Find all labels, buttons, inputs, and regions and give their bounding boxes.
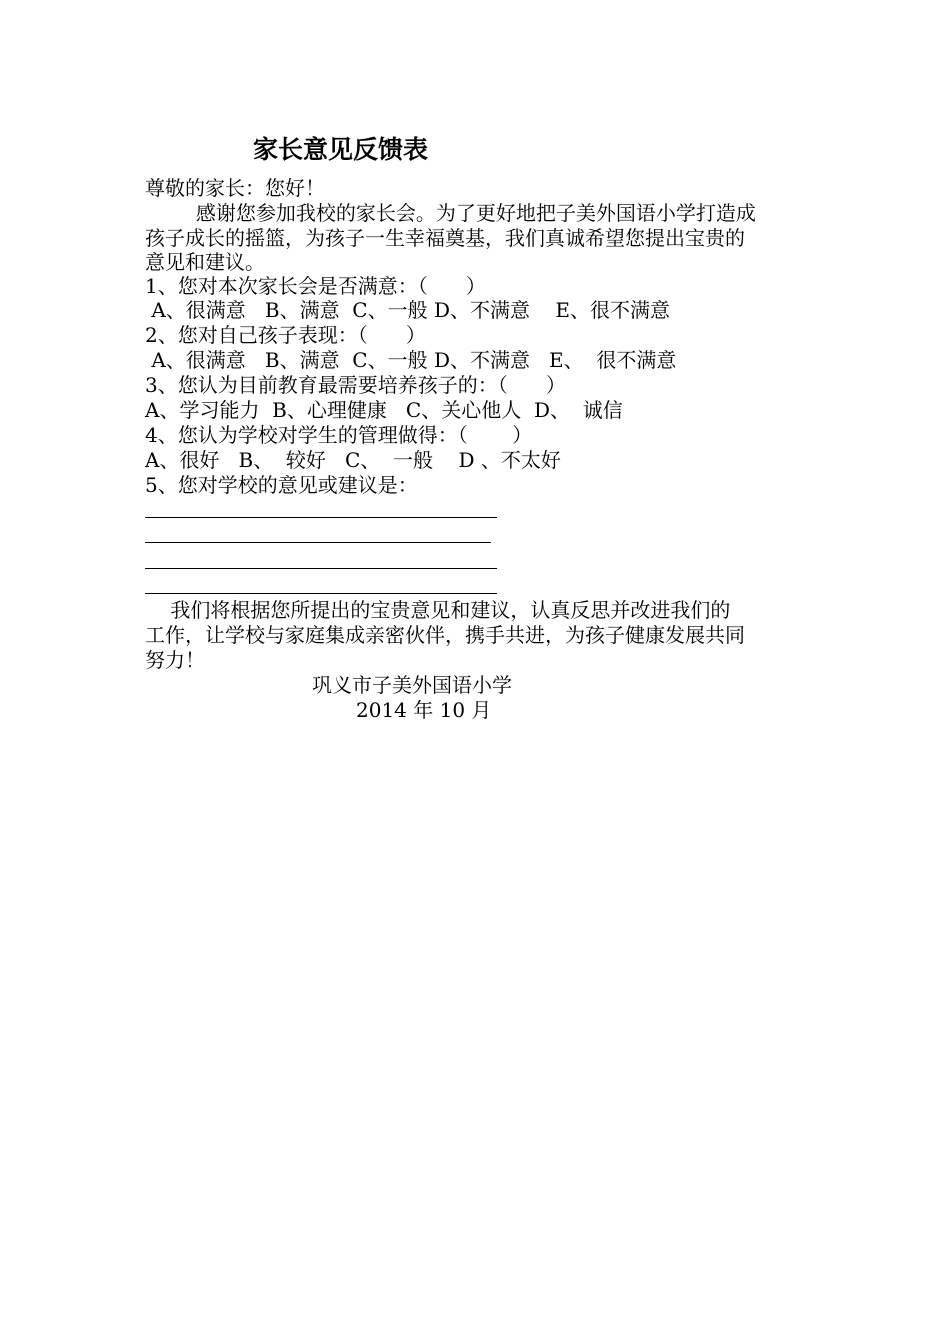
document-title: 家长意见反馈表 [253, 135, 429, 164]
intro-line-3: 意见和建议。 [145, 250, 265, 274]
answer-blank-line[interactable] [145, 517, 497, 518]
answer-blank-line[interactable] [145, 593, 497, 594]
question-2: 2、您对自己孩子表现：（ ） [145, 323, 426, 347]
question-4-options: A、很好 B、 较好 C、 一般 D 、不太好 [145, 448, 561, 472]
question-4: 4、您认为学校对学生的管理做得：（ ） [145, 423, 533, 447]
signature-school: 巩义市子美外国语小学 [312, 673, 512, 697]
question-5: 5、您对学校的意见或建议是： [145, 473, 418, 497]
question-2-options: A、很满意 B、满意 C、一般 D、不满意 E、 很不满意 [145, 348, 677, 372]
closing-line-3: 努力！ [145, 648, 205, 672]
question-3-options: A、学习能力 B、心理健康 C、关心他人 D、 诚信 [145, 398, 623, 422]
question-1: 1、您对本次家长会是否满意：（ ） [145, 274, 486, 298]
intro-line-2: 孩子成长的摇篮，为孩子一生幸福奠基，我们真诚希望您提出宝贵的 [145, 226, 745, 250]
signature-date: 2014 年 10 月 [356, 698, 492, 722]
answer-blank-line[interactable] [145, 568, 497, 569]
closing-line-2: 工作，让学校与家庭集成亲密伙伴，携手共进，为孩子健康发展共同 [145, 623, 745, 647]
intro-line-1: 感谢您参加我校的家长会。为了更好地把子美外国语小学打造成 [145, 201, 756, 225]
question-3: 3、您认为目前教育最需要培养孩子的：（ ） [145, 373, 566, 397]
greeting: 尊敬的家长：您好！ [145, 176, 325, 200]
closing-line-1: 我们将根据您所提出的宝贵意见和建议，认真反思并改进我们的 [145, 598, 731, 622]
question-1-options: A、很满意 B、满意 C、一般 D、不满意 E、很不满意 [145, 298, 671, 322]
answer-blank-line[interactable] [145, 542, 491, 543]
